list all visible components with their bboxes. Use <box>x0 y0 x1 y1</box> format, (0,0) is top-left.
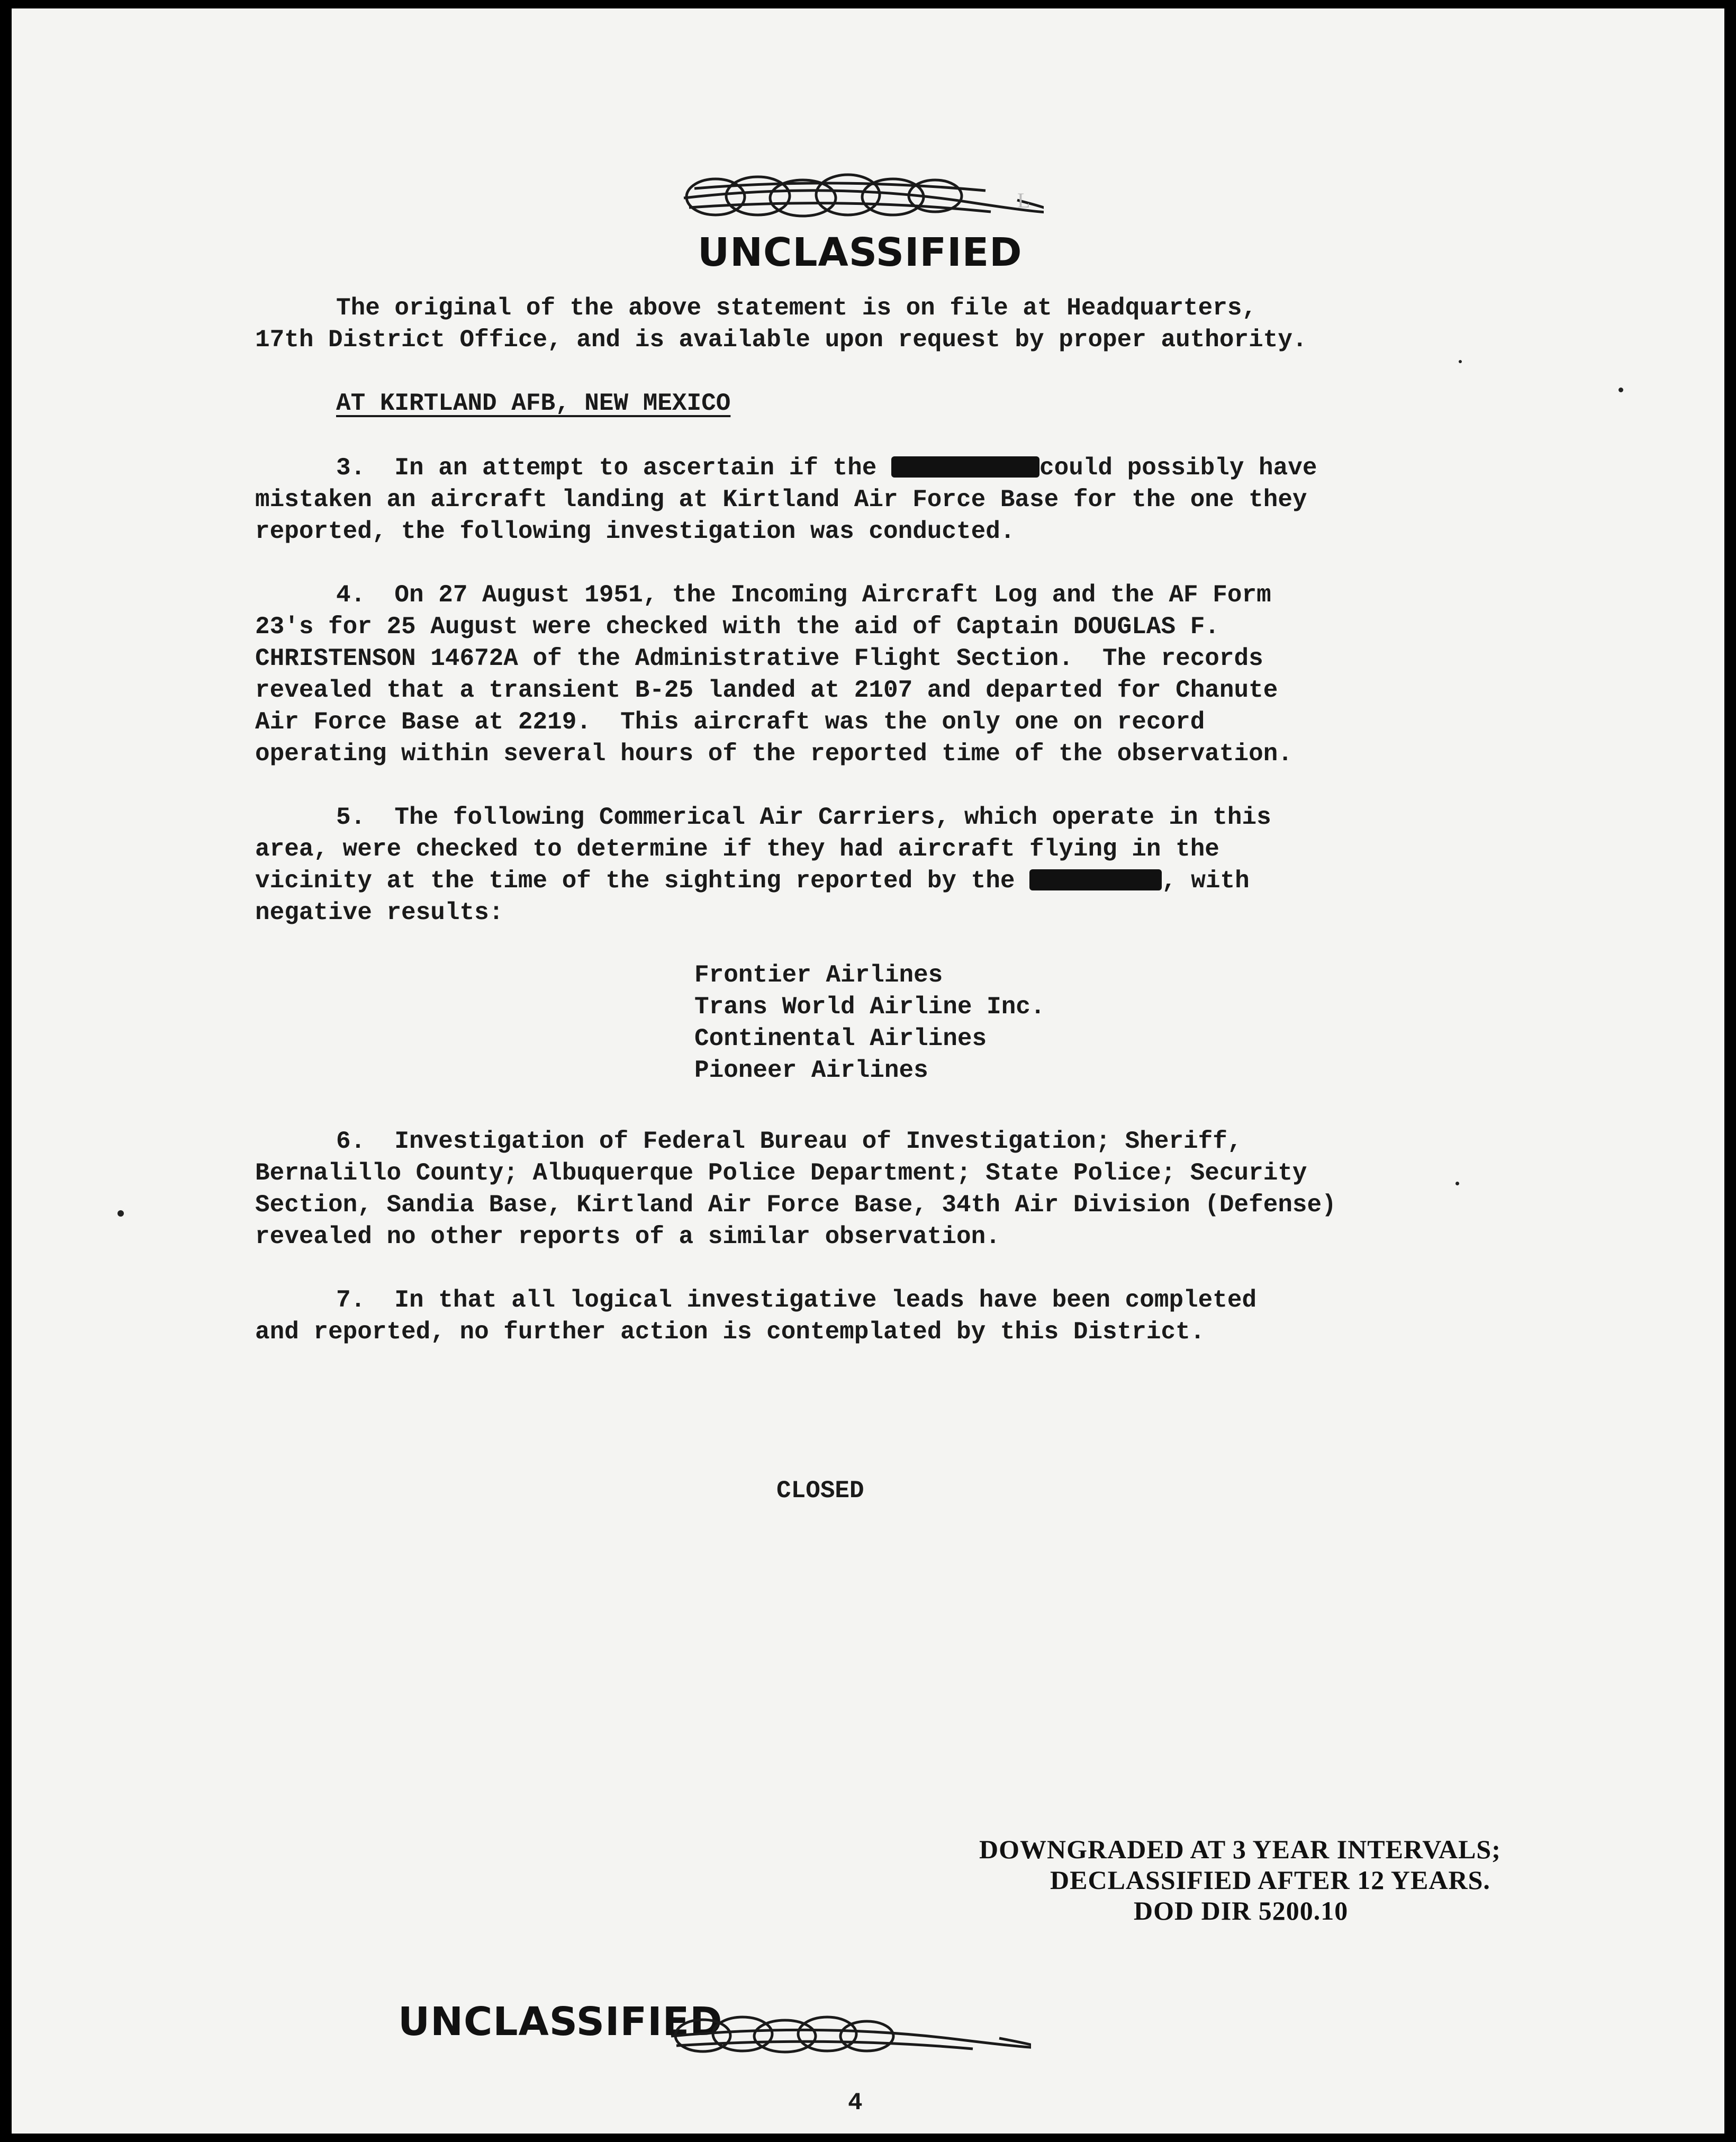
para6-line-4: revealed no other reports of a similar observation. <box>255 1223 1000 1250</box>
airline-item: Frontier Airlines <box>694 961 943 989</box>
para6-line-3: Section, Sandia Base, Kirtland Air Force Base, 34th Air Division (Defense) <box>255 1191 1336 1219</box>
bottom-scribble-mark <box>661 2006 1031 2065</box>
para4-line-1: 4. On 27 August 1951, the Incoming Aircraft Log and the AF Form <box>336 581 1271 609</box>
para4-line-2: 23's for 25 August were checked with the aid of Captain DOUGLAS F. <box>255 613 1219 641</box>
para6-line-2: Bernalillo County; Albuquerque Police Department; State Police; Security <box>255 1159 1307 1187</box>
speck-mark <box>117 1210 124 1217</box>
declassification-line-1: DOWNGRADED AT 3 YEAR INTERVALS; <box>979 1834 1501 1864</box>
svg-text:L: L <box>1017 188 1030 212</box>
para5-line-2: area, were checked to determine if they had aircraft flying in the <box>255 835 1219 863</box>
speck-mark <box>1619 388 1623 392</box>
page-number: 4 <box>848 2089 863 2117</box>
airline-item: Trans World Airline Inc. <box>694 993 1045 1021</box>
top-scribble-mark <box>673 165 1044 234</box>
closed-label: CLOSED <box>776 1477 864 1505</box>
para4-line-3: CHRISTENSON 14672A of the Administrative Flight Section. The records <box>255 645 1263 672</box>
section-heading: AT KIRTLAND AFB, NEW MEXICO <box>336 390 731 417</box>
redaction-box <box>1029 869 1162 890</box>
para5-line-1: 5. The following Commerical Air Carriers, which operate in this <box>336 804 1271 831</box>
para5-line-3: vicinity at the time of the sighting reported by the , with <box>255 867 1250 895</box>
intro-line-1: The original of the above statement is on file at Headquarters, <box>336 294 1257 322</box>
para7-line-2: and reported, no further action is contemplated by this District. <box>255 1318 1205 1346</box>
document-page <box>12 8 1724 2134</box>
para7-line-1: 7. In that all logical investigative leads have been completed <box>336 1286 1257 1314</box>
airline-item: Continental Airlines <box>694 1025 987 1052</box>
para3-line-3: reported, the following investigation was conducted. <box>255 518 1015 545</box>
top-classification-stamp: UNCLASSIFIED <box>698 230 1023 275</box>
para4-line-4: revealed that a transient B-25 landed at 2107 and departed for Chanute <box>255 677 1278 704</box>
redaction-box <box>891 456 1039 478</box>
intro-line-2: 17th District Office, and is available upon request by proper authority. <box>255 326 1307 354</box>
declassification-line-2: DECLASSIFIED AFTER 12 YEARS. <box>1050 1865 1490 1895</box>
speck-mark <box>1459 360 1462 363</box>
para4-line-5: Air Force Base at 2219. This aircraft was the only one on record <box>255 708 1205 736</box>
para3-line-1: 3. In an attempt to ascertain if the could possibly have <box>336 454 1317 482</box>
para5-line-4: negative results: <box>255 899 504 926</box>
bottom-classification-stamp: UNCLASSIFIED <box>398 1999 723 2045</box>
declassification-line-3: DOD DIR 5200.10 <box>1134 1896 1349 1925</box>
speck-mark <box>1455 1182 1459 1185</box>
para3-line-2: mistaken an aircraft landing at Kirtland Air Force Base for the one they <box>255 486 1307 514</box>
airline-item: Pioneer Airlines <box>694 1057 928 1084</box>
para6-line-1: 6. Investigation of Federal Bureau of Investigation; Sheriff, <box>336 1128 1242 1155</box>
para4-line-6: operating within several hours of the reported time of the observation. <box>255 740 1292 768</box>
